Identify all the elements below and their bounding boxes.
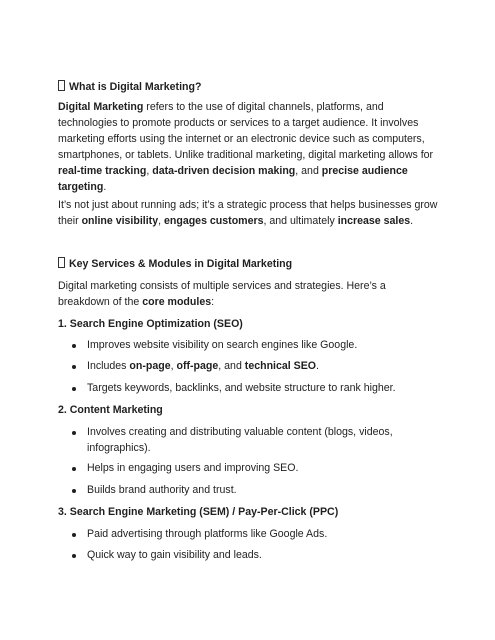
sem-ppc-list (58, 547, 438, 563)
seo-list (58, 358, 438, 374)
bullet-icon (72, 467, 76, 471)
section-heading-what-is-digital-marketing: What is Digital Marketing? (58, 80, 438, 94)
content-marketing-list (58, 460, 438, 476)
modules-intro-paragraph: Digital marketing consists of multiple services and strategies. Here’s a breakdown of the core modules: (58, 280, 386, 308)
strategy-paragraph: It’s not just about running ads; it’s a strategic process that helps businesses grow their online visibility, engages customers, and ultimately increase sales. (58, 199, 438, 227)
list-item: Targets keywords, backlinks, and website structure to rank higher. (58, 380, 438, 396)
bullet-icon (72, 387, 76, 391)
bullet-icon (72, 344, 76, 348)
bullet-icon (72, 365, 76, 369)
seo-list (58, 380, 438, 396)
module-title-content-marketing: 2. Content Marketing (58, 404, 163, 416)
definition-paragraph: Digital Marketing refers to the use of digital channels, platforms, and technologies to promote products or services to a target audience. It involves marketing efforts using the internet or an electronic device such as computers, smartphones, or tablets. Unlike traditional marketing, digital marketing allows for real-time tracking, data-driven decision making, and precise audience targeting. (58, 101, 434, 193)
content-marketing-list (58, 482, 438, 498)
bullet-icon (72, 554, 76, 558)
module-title-sem-ppc: 3. Search Engine Marketing (SEM) / Pay-Per-Click (PPC) (58, 506, 339, 518)
missing-glyph-icon (58, 257, 65, 268)
list-item: Improves website visibility on search engines like Google. (58, 337, 438, 353)
bullet-icon (72, 533, 76, 537)
section-heading-key-services: Key Services & Modules in Digital Marketing (58, 257, 438, 271)
module-title-seo: 1. Search Engine Optimization (SEO) (58, 318, 243, 330)
list-item: Quick way to gain visibility and leads. (58, 547, 438, 563)
list-item: Involves creating and distributing valuable content (blogs, videos, infographics). (58, 424, 438, 456)
bullet-icon (72, 431, 76, 435)
content-marketing-list (58, 424, 438, 456)
bullet-icon (72, 489, 76, 493)
list-item: Paid advertising through platforms like Google Ads. (58, 526, 438, 542)
seo-list (58, 337, 438, 353)
missing-glyph-icon (58, 80, 65, 91)
sem-ppc-list (58, 526, 438, 542)
list-item: Helps in engaging users and improving SEO. (58, 460, 438, 476)
list-item: Includes on-page, off-page, and technical SEO. (58, 358, 438, 374)
list-item: Builds brand authority and trust. (58, 482, 438, 498)
